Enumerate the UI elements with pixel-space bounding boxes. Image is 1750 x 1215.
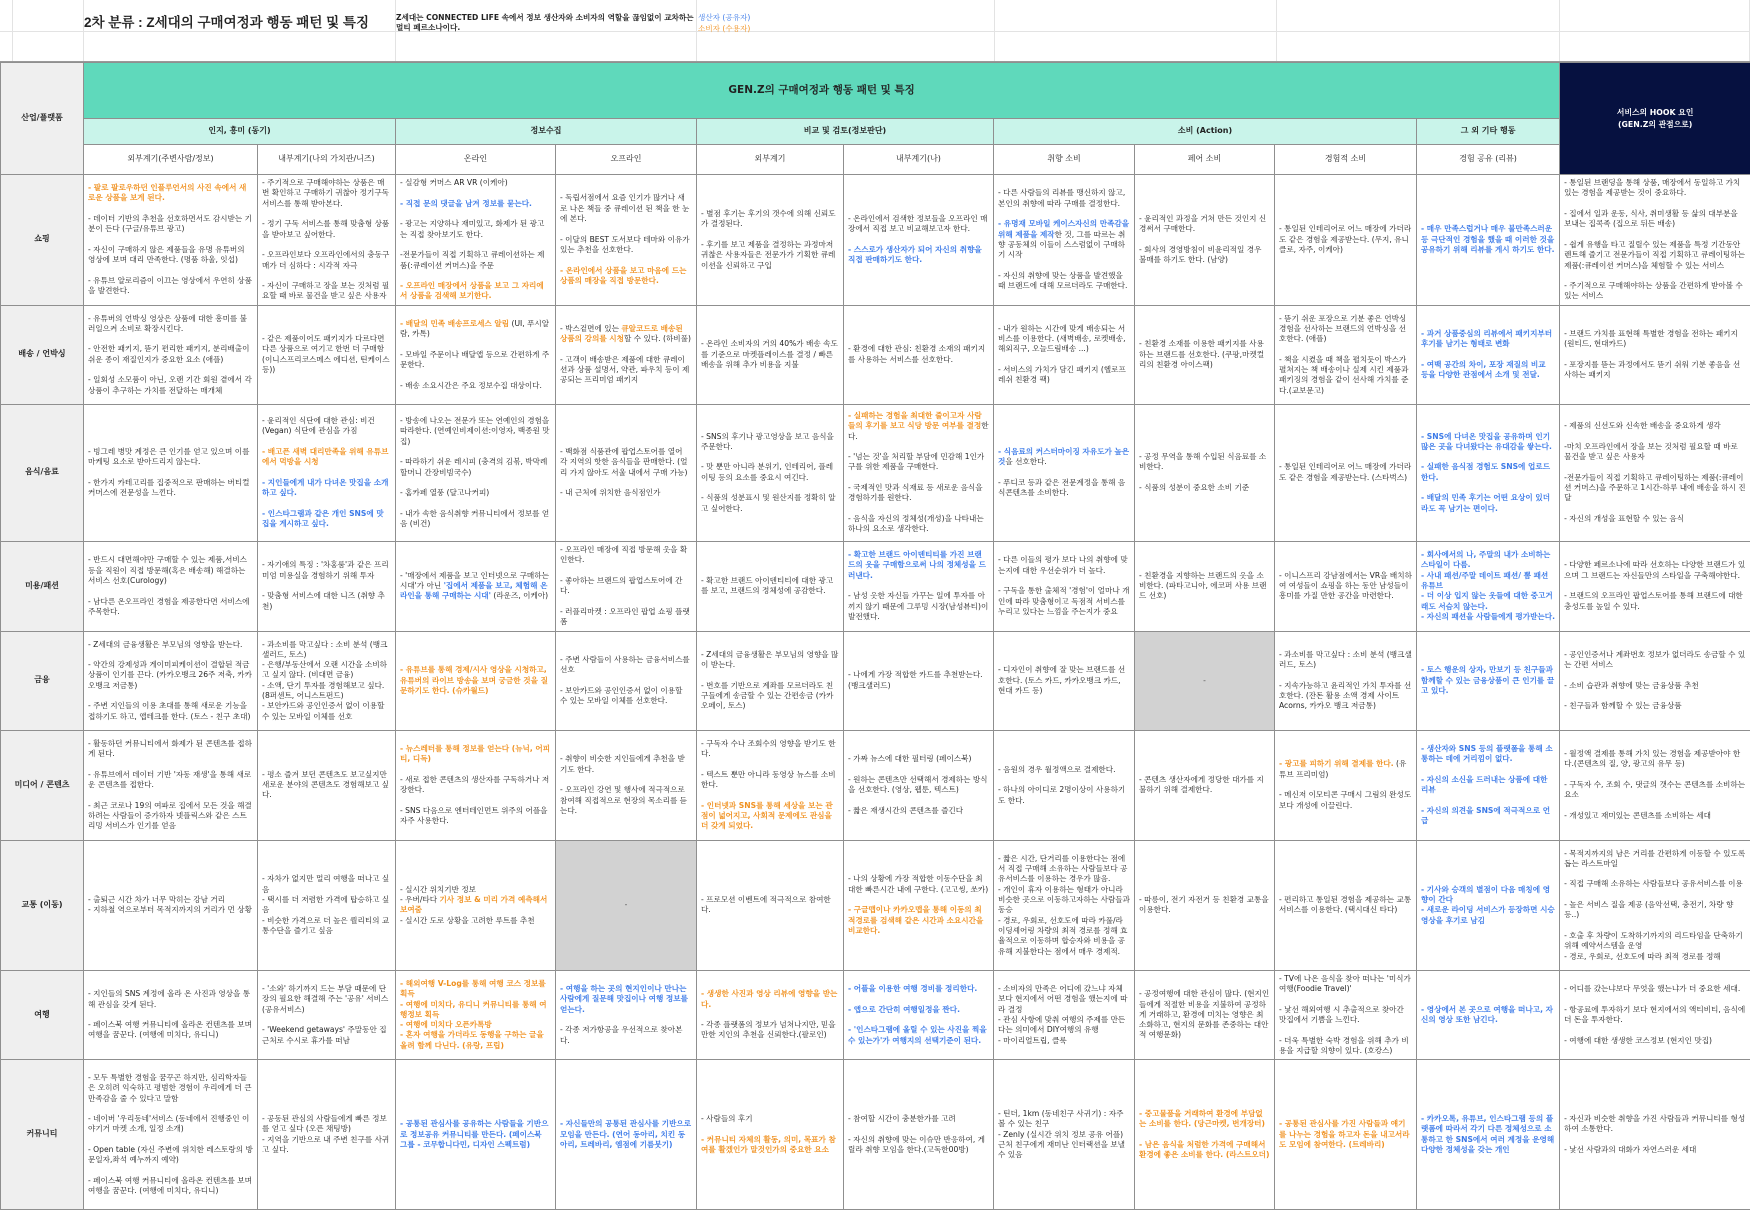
- table-row: [1, 970, 1750, 1060]
- cell-text: - 소비자의 만족은 어디에 갔느냐 자체보다 현지에서 어떤 경험을 했는지에 따라 결정 - 관심 사항에 맞춰 여행의 주제를 만든다는 의미에서 DIY여행의 유행 - 마이리얼트립, 클룩: [998, 984, 1128, 1045]
- cell-text: - TV에 나온 음식을 찾아 떠나는 '미식가 여행(Foodie Travel)' - 낯선 해외여행 시 추출적으로 찾아간 맛집에서 기쁨을 느낀다. - 더욱 특별한 숙박 경험을 위해 추가 비용을 지급할 의향이 있다. (호캉스): [1279, 973, 1411, 1055]
- journey-cell: [844, 631, 994, 730]
- hook-cell: [1560, 404, 1750, 541]
- journey-cell: [556, 175, 697, 306]
- journey-cell: [396, 541, 556, 631]
- journey-cell: [556, 631, 697, 730]
- producer-text: - 공통된 관심사를 공유하는 사람들을 기반으로 정보공유 커뮤니티를 만든다. (페이스북 그룹 - 코무합니다민, 디자인 스펙트럼): [400, 1119, 549, 1149]
- journey-cell: [994, 631, 1135, 730]
- cell-text: - 공정 무역을 통해 수입된 식음료를 소비한다. - 식품의 성분이 중요한 소비 기준: [1139, 452, 1267, 493]
- cell-text: - 확고한 브랜드 아이덴티티에 대한 광고를 보고, 브랜드의 정체성에 공감한다.: [701, 575, 834, 596]
- consumer-text: - 오프라인 매장에서 상품을 보고 그 자리에서 상품을 검색해 보기한다.: [400, 281, 544, 301]
- cell-text: (유튜브 프리미엄) - 메신저 이모티콘 구매시 그림의 완성도보다 개성에 이끌린다.: [1279, 759, 1412, 810]
- cell-text: - 주변 사람들이 사용하는 금융서비스를 선호 - 보안카드와 공인인증서 없이 이용할 수 있는 모바일 이체를 선호한다.: [560, 654, 690, 706]
- producer-text: - 토스 행운의 상자, 만보기 등 친구들과 함께할 수 있는 금융상품이 큰 인기를 끌고 있다.: [1421, 665, 1555, 695]
- sheet-title: 2차 분류 : Z세대의 구매여정과 행동 패턴 및 특징: [84, 15, 369, 30]
- consumer-text: - 뉴스레터를 통해 정보를 얻는다 (뉴닉, 어피티, 디독): [400, 744, 551, 764]
- legend: [698, 13, 750, 34]
- journey-cell: [396, 970, 556, 1060]
- hook-cell: [1560, 970, 1750, 1060]
- industry-label: 여행: [1, 970, 84, 1060]
- consumer-text: - 구글맵이나 카카오맵을 통해 이동의 최적경로를 검색해 같은 시간과 소요시간을 비교한다.: [848, 905, 984, 935]
- cell-text: - 남성 옷한 자신들 가꾸는 일에 투자를 아끼지 않기 때문에 그루밍 시장(남성뷰티)이 발전했다.: [848, 591, 989, 622]
- cell-text: - 별점 후기는 후기의 갯수에 의해 신뢰도가 결정된다. - 후기를 보고 제품을 결정하는 과정마저 귀찮은 사용자들은 전문가가 기획한 큐레이션을 신뢰하고 구입: [701, 208, 836, 270]
- industry-label: 미용/패션: [1, 541, 84, 631]
- journey-cell: [697, 541, 844, 631]
- cell-text: - 모두 특별한 경험을 꿈꾸곤 하지만, 심리학자들은 오히려 익숙하고 평범한 경험이 우리에게 더 큰 만족감을 줄 수 있다고 말함 - 네이버 '우리동네'서비스 (동네에서 진행중인 이야기거 마켓 소개, 일정 소개) - Open table (자신 주변에 위치한 레스토랑의 방문일자,좌석 예누까지 예약) - 페이스북 여행 커뮤니티에 올라온 컨텐츠를 보며 여행을 꿈꾼다. (여행에 미치다, 유디니): [88, 1072, 253, 1196]
- stage-compare: 비교 및 검토(정보판단): [697, 119, 994, 145]
- journey-cell: [994, 305, 1135, 404]
- cell-text: - 독립서점에서 요즘 인기가 많거나 새로 나온 책들 중 큐레이션 된 책을 한 눈에 본다. - 이달의 BEST 도서보다 테마와 이유가 있는 추천을 선호한다.: [560, 193, 690, 255]
- cell-text: 할 수 있다. (하비풀) - 고객이 배송받은 제품에 대한 큐레이션과 상품 설명서, 약관, 파우치 등이 제공되는 프리미엄 패키지: [560, 334, 691, 385]
- journey-cell: [1417, 175, 1560, 306]
- sheet-top-area: [0, 0, 1750, 62]
- journey-cell: [697, 730, 844, 840]
- producer-text: - 확고한 브랜드 아이덴티티를 가진 브랜드의 옷을 구매함으로써 나의 정체성을 드러낸다.: [848, 550, 986, 580]
- journey-cell: [697, 404, 844, 541]
- producer-text: - 생산자와 SNS 등의 플랫폼을 통해 소통하는 데에 거리낌이 없다. - 자신의 소신을 드러내는 상품에 대한 리뷰 - 자신의 의견을 SNS에 적극적으로 언급: [1421, 744, 1553, 826]
- journey-cell: [1417, 1060, 1560, 1210]
- journey-cell: [994, 404, 1135, 541]
- cell-text: - 각종 저가항공을 우선적으로 찾아본다.: [560, 1025, 683, 1045]
- journey-cell: [84, 404, 258, 541]
- cell-text: - 친환경을 지향하는 브랜드의 옷을 소비한다. (파타고니아, 에코퍼 사용 브랜드 선호): [1139, 570, 1267, 601]
- cell-text: - 자신과 비슷한 취향을 가진 사람들과 커뮤니티를 형성하여 소통한다. - 낯선 사람과의 대화가 자연스러운 세대: [1564, 1114, 1746, 1155]
- journey-cell: [84, 730, 258, 840]
- journey-cell: [844, 175, 994, 306]
- cell-text: - 디자인이 취향에 잘 맞는 브랜드를 선호한다. (토스 카드, 카카오뱅크 카드, 현대 카드 등): [998, 665, 1126, 695]
- hook-cell: [1560, 631, 1750, 730]
- producer-text: - 기사와 승객의 별점이 다음 매칭에 영향이 간다 - 새로운 라이딩 서비스가 등장하면 시승 영상을 후기로 남김: [1421, 884, 1555, 925]
- industry-label: 교통 (이동): [1, 840, 84, 970]
- cell-text: - 나에게 가장 적합한 카드를 추천받는다. (뱅크샐러드): [848, 670, 983, 690]
- journey-cell: [1275, 970, 1417, 1060]
- journey-cell: [994, 840, 1135, 970]
- consumer-text: - 중고물품을 거래하여 환경에 부담없는 소비를 한다. (당근마켓, 번개장터) - 남은 음식을 처럼한 가격에 구매해서 환경에 좋은 소비를 한다. (라스트오더): [1139, 1108, 1270, 1160]
- cell-text: - 윤리적인 과정을 거쳐 만든 것인지 신경써서 구매한다. - 회사의 경영방침이 비윤리적일 경우 불매를 하기도 한다. (남양): [1139, 214, 1267, 265]
- journey-cell: [258, 305, 396, 404]
- journey-cell: [84, 541, 258, 631]
- subheader-8: 페어 소비: [1135, 145, 1275, 175]
- producer-text: '집에서 제품을 보고, 체험해 온라인을 통해 구매하는 시대': [400, 581, 548, 601]
- subheader-5: 외부계기: [697, 145, 844, 175]
- subheader-3: 온라인: [396, 145, 556, 175]
- table-row: [1, 840, 1750, 970]
- journey-cell: [396, 305, 556, 404]
- consumer-text: - 커뮤니티 자체의 활동, 의미, 목표가 참여를 활겠인가 말것인가의 중요한 요소: [701, 1134, 836, 1155]
- journey-cell: [994, 730, 1135, 840]
- journey-cell: [258, 1060, 396, 1210]
- cell-text: - 실시간 도로 상황을 고려한 루트를 추천: [400, 915, 535, 925]
- cell-text: - 참여할 시간이 충분한가를 고려 - 자신의 취향에 맞는 이슈만 반응하여, 게릴라 취향 모임을 한다.(고독한00방): [848, 1114, 986, 1155]
- journey-cell: [556, 305, 697, 404]
- producer-text: - SNS에 다녀온 맛집을 공유하며 인기 많은 곳을 다녀왔다는 유대감을 쌓는다. - 실패한 음식점 경험도 SNS에 업로드한다. - 배달의 민족 후기는 어떤 요상이 있더라도 꼭 남기는 편이다.: [1421, 431, 1552, 513]
- industry-label: 커뮤니티: [1, 1060, 84, 1210]
- cell-text: - Z세대의 금융생활은 부모님의 영향을 많이 받는다. - 번호를 기반으로 계좌를 모르더라도 친구들에게 송금할 수 있는 간편송금 (카카오페이, 토스): [701, 649, 839, 711]
- cell-text: - 자차가 없지만 멀리 여행을 떠나고 싶음 - 택시를 더 저렴한 가격에 탑승하고 싶음 - 비슷한 가격으로 더 높은 퀄리티의 교통수단을 즐기고 싶음: [262, 874, 390, 935]
- journey-cell: [844, 840, 994, 970]
- sheet-intro: Z세대는 CONNECTED LIFE 속에서 정보 생산자와 소비자의 역할을 끊임없이 교차하는 멀티 페르소나이다.: [396, 13, 694, 33]
- subheader-4: 오프라인: [556, 145, 697, 175]
- journey-cell: [556, 1060, 697, 1210]
- journey-cell: [1135, 840, 1275, 970]
- journey-cell: [396, 1060, 556, 1210]
- cell-text: - 프로모션 이벤트에 적극적으로 참여한다.: [701, 894, 831, 915]
- consumer-text: - 유튜브를 통해 경제/시사 영상을 시청하고, 유튜버의 라이브 방송을 보며 궁금한 것을 질문하기도 한다. (슈카월드): [400, 665, 548, 695]
- journey-cell: [1275, 840, 1417, 970]
- hook-cell: [1560, 175, 1750, 306]
- journey-cell: [697, 175, 844, 306]
- hook-cell: [1560, 730, 1750, 840]
- cell-text: - 브랜드 가치를 표현해 특별한 경험을 전하는 패키지 (원티드, 현대카드) - 포장지를 뜯는 과정에서도 뜯기 쉬워 기분 좋음을 선사하는 패키지: [1564, 328, 1741, 380]
- cell-text: - 과소비를 막고싶다 : 소비 분석 (뱅크샐러드, 토스) - 은행/부동산에서 오랜 시간을 소비하고 싶지 않다. (비대면 금융) - 소액, 단기 투자를 경험해보고 싶다. (8퍼센트, 어니스트펀드) - 보안카드와 공인인증서 없이 이용할 수 있는 모바일 이체를 선호: [262, 639, 388, 721]
- cell-text: - 따릉이, 전기 자전거 등 친환경 교통을 이용한다.: [1139, 894, 1269, 915]
- table-row: [1, 631, 1750, 730]
- cell-text: - 데이터 기반의 추천을 선호하면서도 감시받는 기분이 든다 (구글/유튜브 광고) - 자신이 구매하지 않은 제품들을 유명 유튜버의 영상에 보며 대리 만족한다. (명품 하울, 잇섭) - 유튜브 알로리즘이 이끄는 영상에서 우연히 상품을 발견한다.: [88, 214, 252, 296]
- table-row: [1, 305, 1750, 404]
- producer-text: - 영상에서 본 곳으로 여행을 떠나고, 자신의 영상 또한 남긴다.: [1421, 1004, 1553, 1024]
- cell-text: - 활동하던 커뮤니티에서 화제가 된 콘텐츠를 접하게 된다. - 유튜브에서 데이터 기반 '자동 재생'을 통해 새로운 콘텐츠를 접한다. - 최근 코로나 19의 여파로 집에서 모든 것을 해결하려는 사람들이 증가하자 넷플릭스와 같은 스트리밍 서비스가 인기를 얻음: [88, 738, 252, 831]
- journey-cell: [1135, 631, 1275, 730]
- subheader-9: 경험적 소비: [1275, 145, 1417, 175]
- journey-cell: [1417, 305, 1560, 404]
- cell-text: 한다. - '넘는 것'을 처리할 부담에 민감해 1인가구를 위한 제품을 구매한다. - 국제적인 맛과 식재료 등 새로운 음식을 경험하기를 원한다. - 음식을 자신의 정체성(개성)을 나타내는 하나의 요소로 생각한다.: [848, 421, 989, 534]
- journey-cell: [697, 305, 844, 404]
- cell-text: - 친환경 소재를 이용한 패키지를 사용하는 브랜드를 선호한다. (쿠팡,마켓컬리의 친환경 아이스팩): [1139, 339, 1265, 369]
- cell-text: - 유튜버의 언박싱 영상은 상품에 대한 흥미를 불러일으켜 소비로 확장시킨다. - 안전한 패키지, 뜯기 편리한 패키지, 분리배출이 쉬운 종이 재질인지가 중요한 요소 (애플) - 일회성 소모품이 아닌, 오랜 기간 회원 곁에서 각 상품이 추구하는 가치를 전달하는 매개체: [88, 313, 252, 395]
- cell-text: - 틴더, 1km (동네친구 사귀기) : 자주볼 수 있는 친구 - Zenly (실시간 위치 정보 공유 어플)근처 친구에게 재미난 인터랙션을 보낼 수 있음: [998, 1108, 1126, 1160]
- journey-cell: [1135, 175, 1275, 306]
- subheader-6: 내부계기(나): [844, 145, 994, 175]
- journey-cell: [258, 541, 396, 631]
- subheader-2: 내부계기(나의 가치관/니즈): [258, 145, 396, 175]
- journey-cell: [396, 730, 556, 840]
- cell-text: - 각종 플랫폼의 정보가 넘쳐나지만, 믿을만한 지인의 추천을 신뢰한다.(팔로인): [701, 1020, 836, 1040]
- consumer-text: - 배고픈 새벽 대리만족을 위해 유튜브에서 먹방을 시청: [262, 446, 389, 467]
- journey-cell: [556, 730, 697, 840]
- cell-text: - 콘텐츠 생산자에게 정당한 대가를 지불하기 위해 결제한다.: [1139, 774, 1264, 795]
- consumer-text: - 인터넷과 SNS를 통해 세상을 보는 관점이 넓어지고, 사회적 문제에도 관심을 더 갖게 되었다.: [701, 800, 833, 831]
- cell-text: - 편리하고 통일된 경험을 제공하는 교통 서비스를 이용한다. (택시대신 타다): [1279, 894, 1412, 915]
- cell-text: - 실감형 커머스 AR VR (이케아): [400, 178, 508, 187]
- cell-text: - 이니스프리 강남점에서는 VR을 배치하여 여성들이 쇼핑을 하는 동안 남성들이 흥미를 가질 만한 공간을 마련한다.: [1279, 570, 1412, 601]
- hook-header-sub: (GEN.Z의 관점으로): [1617, 119, 1693, 129]
- journey-cell: [1417, 404, 1560, 541]
- cell-text: - 제품의 신선도와 신속한 배송을 중요하게 생각 -마치 오프라인에서 장을 보는 것처럼 필요할 때 바로 물건을 받고 싶은 사용자 -전문가들이 직접 기획하고 큐레이팅하는 제품(:큐레이션 커머스)을 주문하고 1시간-하루 내에 배송을 하시 진달 - 자신의 개성을 표현할 수 있는 음식: [1564, 421, 1746, 523]
- producer-text: - 자신들만의 공통된 관심사를 기반으로 모임을 만든다. (연어 동아리, 치킨 동아리, 트레바리, 엠점에 기름붓기): [560, 1119, 692, 1149]
- producer-text: - 여행을 하는 곳의 현지인이나 만나는 사람에게 질문해 맛집이나 여행 정보를 얻는다.: [560, 984, 688, 1014]
- table-row: [1, 175, 1750, 306]
- producer-text: - 어플을 이용한 여행 경비를 정리한다. - 앱으로 간단히 여행일정을 짠다. - '인스타그램에 올릴 수 있는 사진을 찍을 수 있는가'가 여행지의 선택기준이 된다.: [848, 984, 987, 1045]
- journey-cell: [1135, 970, 1275, 1060]
- cell-text: - 지인들의 SNS 계정에 올라 온 사진과 영상을 통해 관심을 갖게 된다. - 페이스북 여행 커뮤니티에 올라온 컨텐츠를 보며 여행을 꿈꾼다. (여행에 미치다, 유디니): [88, 989, 252, 1040]
- journey-cell: [556, 970, 697, 1060]
- stage-info-search: 정보수집: [396, 119, 697, 145]
- journey-cell: [84, 970, 258, 1060]
- cell-text: - 출퇴근 시간 차가 너무 막히는 강남 거리 - 지하철 역으로부터 목적지까지의 거리가 먼 상황: [88, 894, 252, 915]
- hook-cell: [1560, 1060, 1750, 1210]
- cell-text: - SNS의 후기나 광고영상을 보고 음식을 주문한다. - 맛 뿐만 아니라 분위기, 인테리어, 플레이팅 등의 요소를 중요시 여긴다. - 식품의 성분표시 및 원산지를 정확히 알고 싶어한다.: [701, 431, 836, 513]
- consumer-text: - 광고를 피하기 위해 결제를 한다.: [1279, 759, 1394, 769]
- producer-text: - 직접 문의 댓글을 남겨 정보를 묻는다.: [400, 198, 532, 208]
- journey-cell: [396, 404, 556, 541]
- journey-cell: [84, 1060, 258, 1210]
- table-row: [1, 730, 1750, 840]
- cell-text: 을 선호한다. - 푸디코 등과 같은 전문계정을 통해 음식콘텐츠를 소비한다.: [998, 457, 1126, 498]
- journey-cell: [844, 404, 994, 541]
- consumer-text: 큐알코드로 배송된 상품의 강의를 시청: [560, 323, 683, 344]
- journey-cell: [258, 970, 396, 1060]
- journey-cell: [258, 730, 396, 840]
- cell-text: -: [1203, 675, 1206, 685]
- cell-text: - 환경에 대한 관심: 친환경 소재의 패키지를 사용하는 서비스를 선호한다.: [848, 344, 986, 364]
- consumer-text: 기사 정보 & 미리 가격 예측해서 보여줌: [400, 894, 548, 915]
- cell-text: - 공동된 관심의 사람들에게 빠른 정보를 얻고 싶다 (오픈 채팅방) - 지역을 기반으로 내 주변 친구를 사귀고 싶다.: [262, 1114, 390, 1155]
- consumer-text: - 공통된 관심사를 가진 사람들과 얘기를 나누는 경험을 하고자 돈을 내고서라도 모임에 참여한다. (트레바리): [1279, 1119, 1410, 1149]
- journey-cell: [994, 175, 1135, 306]
- journey-cell: [844, 541, 994, 631]
- cell-text: - 다른 이들의 평가 보다 나의 취향에 맞는지에 대한 우선순위가 더 높다. - 구독을 통한 출체적 '경험'이 얼마나 개인에 따라 맞춤형이고 독점적 서비스를 누리고 있다는 느낌을 주는지가 중요: [998, 555, 1130, 616]
- cell-text: - 온라인 소비자의 거의 40%가 배송 속도를 기준으로 마켓플레이스를 결정 / 빠른 배송을 위해 추가 비용을 지불: [701, 339, 838, 369]
- cell-text: - 같은 제품이어도 패키지가 다르다면 다른 상품으로 여기고 한번 더 구매함 (이니스프리코스메스 에디션, 틴케이스 등)): [262, 334, 390, 375]
- producer-text: - 카카오톡, 유튜브, 인스타그램 등의 플랫폼에 따라서 각기 다른 정체성으로 소통하고 한 SNS에서 여러 계정을 운영해 다양한 정체성을 갖는 개인: [1421, 1114, 1555, 1155]
- cell-text: - 자기애의 특징 : '차홍룸'과 같은 프리미엄 미용실을 경험하기 위해 투자 - 맞춤형 서비스에 대한 니즈 (취향 추천): [262, 560, 389, 611]
- cell-text: - 윤리적인 식단에 대한 관심: 비건(Vegan) 식단에 관심을 가짐: [262, 416, 375, 436]
- stage-other: 그 외 기타 행동: [1417, 119, 1560, 145]
- journey-cell: [1275, 730, 1417, 840]
- stage-action: 소비 (Action): [994, 119, 1417, 145]
- cell-text: - 통일된 인테리어로 어느 매장에 가더라도 같은 경험을 제공받는다. (무지, 유니클로, 자주, 이케아): [1279, 224, 1412, 255]
- journey-cell: [1275, 305, 1417, 404]
- hook-header-title: 서비스의 HOOK 요인: [1616, 108, 1694, 118]
- cell-text: - 사람들의 후기: [701, 1114, 753, 1124]
- cell-text: - 공인인증서나 계좌번호 정보가 없더라도 송금할 수 있는 간편 서비스 - 소비 습관과 취향에 맞는 금융상품 추천 - 친구들과 함께할 수 있는 금융상품: [1564, 649, 1746, 711]
- cell-text: - 통일된 브랜딩을 통해 상품, 매장에서 동일하고 가치있는 경험을 제공받는 것이 중요하다. - 집에서 일과 운동, 식사, 취미생활 등 삶의 대부분을 보내는 집콕족 (집으로 뒤든 배송) - 쉽게 유행을 타고 질릴수 있는 제품을 특정 기간동안 렌트해 즐기고 전문가들이 직접 기획하고 큐레이팅하는 제품(:큐레이션 커머스)을 체험할 수 있는 서비스 - 주기적으로 구매해야하는 상품을 간편하게 받아볼 수 있는 서비스: [1564, 178, 1745, 301]
- consumer-text: - 온라인에서 상품을 보고 마음에 드는 상품의 매장을 직접 방문한다.: [560, 265, 687, 285]
- main-header: GEN.Z의 구매여정과 행동 패턴 및 특징: [84, 63, 1560, 119]
- cell-text: - 통일된 인테리어로 어느 매장에 가더라도 같은 경험을 제공받는다. (스타벅스): [1279, 462, 1412, 482]
- cell-text: 한 것, 그를 따르는 취향 공동체의 이들이 스스럼없이 구매하기 시작 - 자신의 취향에 맞는 상품을 발견했을 때 브랜드에 대해 모르더라도 구매한다.: [998, 229, 1128, 291]
- journey-cell: [84, 631, 258, 730]
- journey-cell: [1275, 404, 1417, 541]
- producer-text: - 회사에서의 나, 주말의 내가 소비하는 스타일이 다름. - 사내 패션/주말 데이트 패션/ 뽐 패션 유튜브 - 더 이상 입지 않는 옷들에 대한 중고거래도 서슴치 않는다. - 자신의 패션을 사람들에게 평가받는다.: [1421, 550, 1555, 622]
- journey-cell: [1135, 404, 1275, 541]
- cell-text: - 월정액 결제를 통해 가치 있는 경험을 제공받아야 한다.(콘텐츠의 질, 양, 광고의 유무 등) - 구독자 수, 조회 수, 댓글의 갯수는 콘텐츠를 소비하는 요소 - 개성있고 재미있는 콘텐츠를 소비하는 세대: [1564, 749, 1746, 821]
- cell-text: - 나의 상황에 가장 적합한 이동수단을 최대한 빠른시간 내에 구한다. (고고씽, 쏘카): [848, 874, 989, 894]
- producer-text: - 지인들에게 내가 다녀온 맛집을 소개하고 싶다.: [262, 477, 389, 498]
- journey-cell: [1417, 541, 1560, 631]
- cell-text: - '소와' 하기까지 드는 부담 때문에 단장의 필요한 해결해 주는 '공유' 서비스 (공유서비스) - 'Weekend getaways' 주말동안 집 근처로 수시로 휴가를 떠남: [262, 984, 389, 1045]
- journey-table: [0, 62, 1750, 1210]
- journey-cell: [556, 840, 697, 970]
- journey-cell: [1275, 1060, 1417, 1210]
- journey-cell: [1417, 840, 1560, 970]
- journey-cell: [396, 840, 556, 970]
- cell-text: - 새로 접한 콘텐츠의 생산자를 구독하거나 저장한다. - SNS 다음으로 엔터테인먼트 위주의 어플을 자주 사용한다.: [400, 774, 550, 826]
- cell-text: - 가짜 뉴스에 대한 필터링 (페이스북) - 원하는 콘텐츠만 선택해서 경제하는 방식을 선호한다. (영상, 웹툰, 텍스트) - 짧은 재생시간의 콘텐츠를 즐긴다: [848, 754, 988, 815]
- journey-cell: [697, 840, 844, 970]
- journey-cell: [258, 404, 396, 541]
- journey-cell: [1275, 541, 1417, 631]
- cell-text: - 주기적으로 구매해야하는 상품은 매번 확인하고 구매하기 귀찮아 정기구독서비스를 통해 받아본다. - 정기 구독 서비스를 통해 맞춤형 상품을 받아보고 싶어한다. - 오프라인보다 오프라인에서의 충동구매가 더 심하다 : 시각적 자극 - 자신이 구매하고 장을 보는 것처럼 필요할 때 바로 물건을 받고 싶은 사용자: [262, 178, 390, 301]
- cell-text: - 빙그레 병맛 계정은 큰 인기를 얻고 있으며 이를 마케팅 요소로 받아드리지 않는다. - 한가지 카테고리를 집중적으로 판매하는 버티컬 커머스에 전문성을 느낀다.: [88, 446, 250, 498]
- journey-cell: [556, 541, 697, 631]
- cell-text: - 취향이 비슷한 지인들에게 추천을 받기도 한다. - 오프라인 강연 및 행사에 적극적으로 참여해 직접적으로 현장의 목소리를 듣는다.: [560, 754, 688, 815]
- cell-text: - 구독자 수나 조회수의 영향을 받기도 한다. - 텍스트 뿐만 아니라 동영상 뉴스를 소비한다.: [701, 738, 836, 790]
- producer-text: - 매우 만족스럽거나 매우 불만족스러운 등 극단적인 경험을 했을 때 이러한 것을 공유하기 위해 리뷰를 게시 하기도 한다.: [1421, 224, 1555, 255]
- table-row: [1, 404, 1750, 541]
- cell-text: -: [624, 900, 628, 910]
- hook-cell: [1560, 305, 1750, 404]
- journey-cell: [844, 1060, 994, 1210]
- industry-label: 음식/음료: [1, 404, 84, 541]
- industry-label: 쇼핑: [1, 175, 84, 306]
- producer-text: - 스스로가 생산자가 되어 자신의 취향을 직접 판매하기도 한다.: [848, 245, 982, 265]
- cell-text: - 목적지까지의 남은 거리를 간편하게 이동할 수 있도록 돕는 라스트마일 - 직접 구매해 소유하는 사람들보다 공유서비스를 이용 - 높은 서비스 질을 제공 (음악선택, 충전기, 차량 향 등..) - 호출 후 차량이 도착하기까지의 리드타임을 단축하기위해 예약서스템을 운영 - 경로, 우회로, 선호도에 따라 최적 경로를 정해: [1564, 848, 1746, 961]
- cell-text: (라운즈, 이케아): [490, 591, 549, 601]
- journey-cell: [1275, 631, 1417, 730]
- cell-text: (UI, 푸시알람, 카톡) - 모바일 주문이나 배달앱 등으로 간편하게 주문한다. - 배송 소요시간은 주요 정보수집 대상이다.: [400, 318, 550, 390]
- journey-cell: [1275, 175, 1417, 306]
- cell-text: - 반드시 대면해야만 구매할 수 있는 제품,서비스 등을 직원이 직접 방문해(혹은 배송해) 해결하는 서비스 선호(Curology) - 남다른 온오프라인 경험을 제공한다면 서비스에 주목한다.: [88, 555, 250, 616]
- industry-label: 금융: [1, 631, 84, 730]
- industry-label: 배송 / 언박싱: [1, 305, 84, 404]
- cell-text: - 다양한 페르소나에 따라 선호하는 다양한 브랜드가 있으며 그 브랜드는 자신들만의 스타일을 구축해야한다. - 브랜드의 오프라인 팝업스토어를 통해 브랜드에 대한 충성도를 높일 수 있다.: [1564, 560, 1746, 611]
- cell-text: - 박스겉면에 있는: [560, 323, 622, 333]
- producer-text: - 과거 상품중심의 리뷰에서 패키지부터 후기를 남기는 형태로 변화 - 여백 공간의 차이, 포장 재질의 비교 등을 다양한 관점에서 소개 및 전달.: [1421, 328, 1553, 380]
- producer-text: - 식음료의 커스터마이징 자유도가 높은 것: [998, 446, 1130, 467]
- cell-text: - 방송에 나오는 전문가 또는 연예인의 경험을 따라한다. (연예인비제이션:이영자, 백종원 맛집) - 따라하기 쉬운 레시피 (충격의 김볶, 박막례할머니 간장비빔국수) - 홈카페 열풍 (달고나커피) - 내가 속한 음식취향 커뮤니티에서 정보를 얻음 (비건): [400, 416, 550, 529]
- consumer-text: - 배달의 민족 배송프로세스 알림: [400, 318, 510, 328]
- stage-awareness: 인지, 흥미 (동기): [84, 119, 396, 145]
- cell-text: - 백화점 식품관에 팝업스토어를 열어 각 지역의 핫한 음식들을 판매한다. (얼리 가지 않아도 서울 내에서 구매 가능) - 내 근처에 위치한 음식점인가: [560, 446, 688, 498]
- consumer-text: - 실패하는 경험을 최대한 줄이고자 사람들의 후기를 보고 식당 방문 여부를 결정: [848, 410, 982, 431]
- journey-cell: [994, 1060, 1135, 1210]
- journey-cell: [994, 541, 1135, 631]
- cell-text: - 오프라인 매장에 직접 방문해 옷을 확인한다. - 좋아하는 브랜드의 팝업스토어에 간다. - 러플리마켓 : 오프라인 팝업 쇼핑 플랫폼: [560, 545, 690, 627]
- journey-cell: [1135, 1060, 1275, 1210]
- journey-cell: [844, 970, 994, 1060]
- journey-cell: [1135, 730, 1275, 840]
- legend-consumer: 소비자 (수용자): [698, 23, 751, 33]
- table-row: [1, 1060, 1750, 1210]
- cell-text: - 평소 즐겨 보던 콘텐츠도 보고싶지만 새로운 분야의 콘텐츠도 경험해보고 싶다.: [262, 769, 390, 800]
- journey-cell: [1417, 631, 1560, 730]
- journey-cell: [1417, 970, 1560, 1060]
- cell-text: - 내가 원하는 시간에 맞게 배송되는 서비스를 이용한다. (새벽배송, 로켓배송, 해외직구, 오늘드림배송 ...) - 서비스의 가치가 담긴 패키지 (헬로프레쉬 친환경 팩): [998, 323, 1126, 385]
- journey-cell: [697, 631, 844, 730]
- cell-text: - 온라인에서 검색한 정보들을 오프라인 매장에서 직접 보고 비교해보고자 한다.: [848, 214, 988, 234]
- cell-text: - 과소비를 막고싶다 : 소비 분석 (뱅크샐러드, 토스) - 지속가능하고 윤리적인 가치 투자를 선호한다. (잔돈 활용 소액 경제 사이트 Acorns, 카카오 뱅크 저금통): [1279, 649, 1412, 711]
- cell-text: - 짧은 시간, 단거리를 이용한다는 점에서 직접 구매해 소유하는 사람들보다 공유서비스를 이용하는 경우가 많음. - 개인이 휴자 이용하는 형태가 아니라 비슷한 곳으로 이동하고자하는 사람들과 동승 - 경로, 우회로, 선호도에 따라 카풀/라이딩셰어링 차량의 최적 경로를 정해 효율적으로 이동하며 합승자와 비용을 공유해 지불한다는 점에서 매우 경제적.: [998, 853, 1130, 956]
- cell-text: - 다른 사람들의 리뷰를 맹신하지 않고, 본인의 취향에 따라 구매를 결정한다.: [998, 188, 1126, 208]
- cell-text: - '매장에서 제품을 보고 인터넷으로 구매하는 시대'가 아닌: [400, 570, 549, 591]
- cell-text: - Z세대의 금융생활은 부모님의 영향을 받는다. - 약간의 강제성과 게이미피케이션이 결합된 적금 상품이 인기를 끈다. (카카오뱅크 26주 저축, 카카오뱅크 저금통) - 주변 지인들의 이용 초대를 통해 새로운 기능을 접하기도 하고, 앱테크를 한다. (토스 - 친구 초대): [88, 639, 252, 721]
- subheader-7: 취향 소비: [994, 145, 1135, 175]
- cell-text: - 어디를 갔는냐보다 무엇을 했는냐가 더 중요한 세대. - 항공료에 투자하기 보다 현지에서의 액티비티, 음식에 더 돈을 투자한다. - 여행에 대한 생생한 코스정보 (현지인 맛집): [1564, 984, 1746, 1045]
- journey-cell: [1135, 541, 1275, 631]
- cell-text: - 공정여행에 대한 관심이 많다. (현지인들에게 적절한 비용을 지불하여 공정하게 거래하고, 환경에 미치는 영향은 최소화하고, 현지의 문화를 존중하는 대안적 여행문화): [1139, 989, 1270, 1040]
- journey-cell: [556, 404, 697, 541]
- journey-cell: [1135, 305, 1275, 404]
- journey-cell: [258, 631, 396, 730]
- journey-cell: [994, 970, 1135, 1060]
- subheader-10: 경험 공유 (리뷰): [1417, 145, 1560, 175]
- cell-text: - 광고는 지양하나 재미있고, 화제가 된 광고는 직접 찾아보기도 한다. -전문가들이 직접 기획하고 큐레이션하는 제품(:큐레이션 커머스)을 주문: [400, 219, 545, 270]
- journey-cell: [84, 305, 258, 404]
- consumer-text: - 해외여행 V-Log를 통해 여행 코스 정보를 획득 - 여행에 미치다, 유디니 커뮤니티를 통해 여행정보 획득 - 여행에 미치다 오픈카톡방 - 혼자 여행을 가더라도 동행을 구하는 글을 올려 함께 다닌다. (유랑, 프립): [400, 978, 547, 1050]
- hook-header: [1560, 63, 1750, 175]
- journey-cell: [84, 175, 258, 306]
- journey-cell: [84, 840, 258, 970]
- journey-cell: [844, 305, 994, 404]
- journey-cell: [396, 175, 556, 306]
- hook-cell: [1560, 541, 1750, 631]
- journey-cell: [697, 1060, 844, 1210]
- hook-cell: [1560, 840, 1750, 970]
- journey-cell: [258, 175, 396, 306]
- journey-cell: [844, 730, 994, 840]
- industry-label: 미디어 / 콘텐츠: [1, 730, 84, 840]
- consumer-text: - 팔로 팔로우하던 인플루언서의 사진 속에서 새로운 상품을 보게 된다.: [88, 183, 247, 203]
- journey-cell: [258, 840, 396, 970]
- journey-cell: [396, 631, 556, 730]
- producer-text: - 인스타그램과 같은 개인 SNS에 맛집을 게시하고 싶다.: [262, 508, 384, 529]
- legend-producer: 생산자 (공유자): [698, 13, 751, 22]
- industry-header: 산업/플랫폼: [1, 63, 84, 175]
- cell-text: - 실시간 위치기반 정보 - 우버/타다: [400, 884, 477, 904]
- producer-text: - 유명재 모바일 케이스자신의 만족감을 위해 제품을 제작: [998, 219, 1130, 239]
- journey-cell: [697, 970, 844, 1060]
- cell-text: - 음원의 경우 월정액으로 결제한다. - 하나의 아이디로 2명이상이 사용하기도 한다.: [998, 764, 1126, 805]
- cell-text: - 뜯기 쉬운 포장으로 기분 좋은 언박싱 경험을 선사하는 브랜드의 언박싱을 선호한다. (애플) - 책을 시켰을 때 책을 펼치듯이 박스가 펼쳐지는 책 배송이나 실제 시킨 제품과 패키징의 경험을 같이 선사해 가치를 준다.(교보문고): [1279, 313, 1409, 395]
- journey-cell: [1417, 730, 1560, 840]
- consumer-text: - 생생한 사진과 영상 리뷰에 영향을 받는다.: [701, 989, 838, 1009]
- table-row: [1, 541, 1750, 631]
- subheader-1: 외부계기(주변사람/정보): [84, 145, 258, 175]
